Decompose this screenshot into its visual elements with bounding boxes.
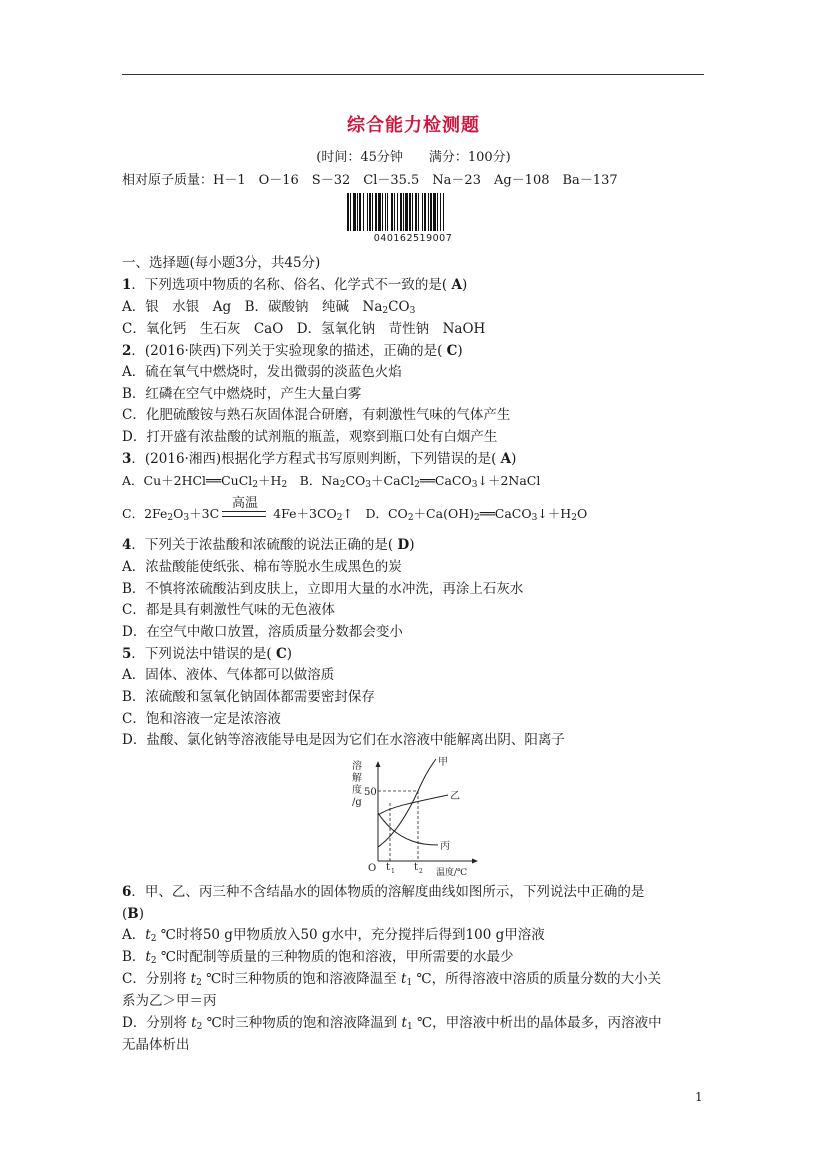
q1-options-ab: A．银 水银 Ag B．碳酸钠 纯碱 $Na_2CO_3$ [122,299,416,316]
y-label-3: 度 [352,785,362,796]
origin-label: O [368,863,377,874]
answer: A [500,451,512,467]
q5-option-a: A．固体、液体、气体都可以做溶质 [122,667,335,683]
section-heading: 一、选择题(每小题3分，共45分) [122,255,321,271]
tick-t1: t [386,862,391,873]
q1-options-cd: C．氧化钙 生石灰 CaO D．氢氧化钠 苛性钠 NaOH [122,321,486,337]
q2-option-b: B．红磷在空气中燃烧时，产生大量白雾 [122,386,362,402]
barcode-bar [359,193,361,231]
barcode-bar [400,193,402,231]
barcode-bar [347,193,349,231]
barcode-bar [422,193,423,231]
q6-answer-line: (B) [122,906,144,922]
q3-options-cd: C．$2Fe_2O_3+3C$ $4Fe+3CO_2↑$ D．$CO_2+Ca(OH)_2══CaCO_3↓+H_2O$ [122,506,588,523]
barcode-bar [424,193,426,231]
barcode-bar [397,193,398,231]
barcode-bar [353,193,356,231]
barcode-number: 040162519007 [373,233,453,244]
barcode-bar [409,193,411,231]
q4-option-b: B．不慎将浓硫酸沾到皮肤上，立即用大量的水冲洗，再涂上石灰水 [122,581,524,597]
tick-50: 50 [364,787,377,798]
barcode-bar [372,193,373,231]
label-bing: 丙 [440,841,450,852]
barcode-bar [378,193,381,231]
q6-option-c: C．分别将 $t_2$ ℃时三种物质的饱和溶液降温至 $t_1$ ℃，所得溶液中溶质的质量分数的大小关 [122,971,662,988]
barcode-bar [363,193,364,231]
barcode-bar [387,193,388,231]
barcode-bar [367,193,368,231]
question-2: 2．(2016·陕西)下列关于实验现象的描述，正确的是( C) [122,343,463,359]
barcode-bar [412,193,413,231]
barcode-bar [433,193,436,231]
q6-option-d: D．分别将 $t_2$ ℃时三种物质的饱和溶液降温到 $t_1$ ℃，甲溶液中析出的晶体最多，丙溶液中 [122,1015,662,1032]
barcode-bar [350,193,351,231]
question-5: 5．下列说法中错误的是( C) [122,646,293,662]
curve-bing [378,813,438,845]
q6-option-c-cont: 系为乙＞甲＝丙 [122,993,217,1009]
answer: D [397,537,410,553]
y-label-4: /g [352,797,362,808]
barcode-bar [357,193,358,231]
q4-option-c: C．都是具有刺激性气味的无色液体 [122,602,335,618]
question-4: 4．下列关于浓盐酸和浓硫酸的说法正确的是( D) [122,537,415,553]
atomic-masses: 相对原子质量：H－1 O－16 S－32 Cl－35.5 Na－23 Ag－108 Ba－137 [122,173,618,188]
q4-option-a: A．浓盐酸能使纸张、棉布等脱水生成黑色的炭 [122,559,402,575]
q2-option-c: C．化肥硫酸铵与熟石灰固体混合研磨，有刺激性气味的气体产生 [122,407,511,423]
solubility-graph [350,755,484,877]
q5-option-c: C．饱和溶液一定是浓溶液 [122,711,281,727]
exam-subtitle: (时间：45分钟 满分：100分) [316,150,511,165]
q4-option-d: D．在空气中敞口放置，溶质质量分数都会变小 [122,624,403,640]
barcode-bars [343,193,483,233]
curve-jia [378,759,436,847]
q6-option-a: A．$t_2$ ℃时将50 g甲物质放入50 g水中，充分搅拌后得到100 g甲溶液 [122,927,545,944]
q5-option-d: D．盐酸、氯化钠等溶液能导电是因为它们在水溶液中能解离出阴、阳离子 [122,732,565,748]
y-axis-arrow-icon [376,761,381,767]
barcode-bar [430,193,432,231]
curve-yi [378,795,448,815]
q6-option-b: B．$t_2$ ℃时配制等质量的三种物质的饱和溶液，甲所需要的水最少 [122,949,514,966]
svg-text:1: 1 [391,868,395,875]
barcode-bar [375,193,377,231]
header-rule [122,74,704,75]
question-1: 1．下列选项中物质的名称、俗名、化学式不一致的是( A) [122,277,468,293]
x-axis-arrow-icon [472,859,478,864]
barcode-bar [428,193,429,231]
q6-option-d-cont: 无晶体析出 [122,1037,190,1053]
q3-options-ab: A．$Cu+2HCl══CuCl_2+H_2$ B．$Na_2CO_3+CaCl_2══CaCO_3↓+2NaCl$ [122,473,541,490]
q2-option-d: D．打开盛有浓盐酸的试剂瓶的瓶盖，观察到瓶口处有白烟产生 [122,429,498,445]
barcode-bar [440,193,441,231]
x-label: 温度/℃ [436,868,468,877]
y-label-2: 解 [352,773,362,784]
barcode-bar [403,193,404,231]
question-6: 6．甲、乙、丙三种不含结晶水的固体物质的溶解度曲线如图所示，下列说法中正确的是 [122,884,645,900]
barcode-bar [443,193,444,231]
y-label-1: 溶 [352,761,362,772]
tick-t2: t [414,862,419,873]
barcode-bar [382,193,383,231]
answer: B [127,906,139,922]
page-title: 综合能力检测题 [347,115,480,136]
svg-text:2: 2 [419,868,423,875]
barcode-bar [369,193,371,231]
barcode-bar [437,193,438,231]
barcode-bar [418,193,419,231]
page-number: 1 [695,1090,703,1104]
label-yi: 乙 [450,791,460,802]
q2-option-a: A．硫在氧气中燃烧时，发出微弱的淡蓝色火焰 [122,364,402,380]
question-3: 3．(2016·湘西)根据化学方程式书写原则判断，下列错误的是( A) [122,451,517,467]
answer: C [446,343,458,359]
reaction-condition: 高温 [231,496,258,511]
barcode [343,193,483,245]
barcode-bar [405,193,408,231]
answer: C [275,646,287,662]
q5-option-b: B．浓硫酸和氢氧化钠固体都需要密封保存 [122,689,375,705]
barcode-bar [394,193,395,231]
barcode-bar [391,193,393,231]
barcode-bar [415,193,417,231]
answer: A [451,277,462,293]
barcode-bar [385,193,386,231]
label-jia: 甲 [438,757,448,768]
